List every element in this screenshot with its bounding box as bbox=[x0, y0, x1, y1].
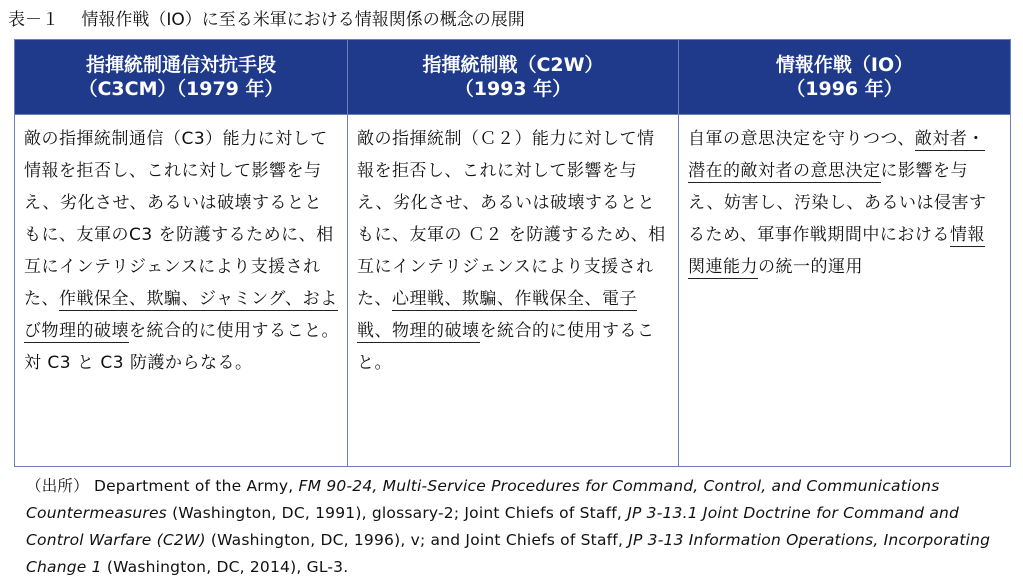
header-row bbox=[15, 40, 1011, 115]
definition-cell-c2w bbox=[348, 115, 679, 467]
source-title: JP 3-13 Information Operations, Incorporating Change 1 bbox=[26, 531, 991, 576]
definition-cell-c3cm bbox=[15, 115, 348, 467]
column-header-c2w bbox=[348, 40, 679, 115]
table-caption: 表－１ 情報作戦（IO）に至る米軍における情報関係の概念の展開 bbox=[8, 10, 525, 30]
column-header-year: （1993 年） bbox=[454, 78, 572, 100]
source-text: (Washington, DC, 1996), v; and Joint Chiefs of Staff, bbox=[205, 531, 629, 549]
column-header-name: 指揮統制戦（C2W） bbox=[422, 54, 604, 76]
underlined-term: 作戦保全、欺騙、ジャミング、および物理的破壊 bbox=[24, 289, 338, 341]
definition-text: 自軍の意思決定を守りつつ、 bbox=[688, 129, 915, 149]
definition-text: に影響を与え、妨害し、汚染し、あるいは侵害するため、軍事作戦期間中における bbox=[688, 161, 987, 245]
definition-text: 敵の指揮統制（Ｃ２）能力に対して情報を拒否し、これに対して影響を与え、劣化させ、あるいは破壊するとともに、友軍の Ｃ２ を防護するため、相互にインテリジェンスにより支援された、 bbox=[357, 129, 666, 309]
source-text: Department of the Army, bbox=[88, 477, 299, 495]
column-header-name: 情報作戦（IO） bbox=[775, 54, 914, 76]
column-header-year: （1996 年） bbox=[786, 78, 903, 100]
column-header-name: 指揮統制通信対抗手段 bbox=[85, 54, 276, 76]
column-header-year: （C3CM）（1979 年） bbox=[78, 78, 284, 100]
source-note bbox=[26, 473, 1011, 581]
source-label: （出所） bbox=[26, 477, 89, 495]
concept-table bbox=[14, 39, 1011, 467]
definition-text: を統合的に使用すること。 bbox=[357, 321, 655, 373]
definition-text: 敵の指揮統制通信（C3）能力に対して情報を拒否し、これに対して影響を与え、劣化させ、あるいは破壊するとともに、友軍のC3 を防護するために、相互にインテリジェンスにより支援された、 bbox=[24, 129, 334, 309]
source-title: JP 3-13.1 Joint Doctrine for Command and Control Warfare (C2W) bbox=[26, 504, 960, 549]
definition-cell-io bbox=[679, 115, 1011, 467]
underlined-term: 心理戦、欺騙、作戦保全、電子戦、物理的破壊 bbox=[357, 289, 637, 341]
source-text: (Washington, DC, 1991), glossary-2; Joint Chiefs of Staff, bbox=[166, 504, 628, 522]
underlined-term: 情報関連能力 bbox=[688, 225, 985, 277]
source-title: FM 90-24, Multi-Service Procedures for Command, Control, and Communications Countermeasures bbox=[26, 477, 940, 522]
column-header-c3cm bbox=[15, 40, 348, 115]
underlined-term: 敵対者・潜在的敵対者の意思決定 bbox=[688, 129, 985, 181]
definition-row bbox=[15, 115, 1011, 467]
column-header-io bbox=[679, 40, 1011, 115]
definition-text: の統一的運用 bbox=[758, 257, 863, 277]
source-text: (Washington, DC, 2014), GL-3. bbox=[101, 558, 349, 576]
definition-text: を統合的に使用すること。対 C3 と C3 防護からなる。 bbox=[24, 321, 339, 373]
